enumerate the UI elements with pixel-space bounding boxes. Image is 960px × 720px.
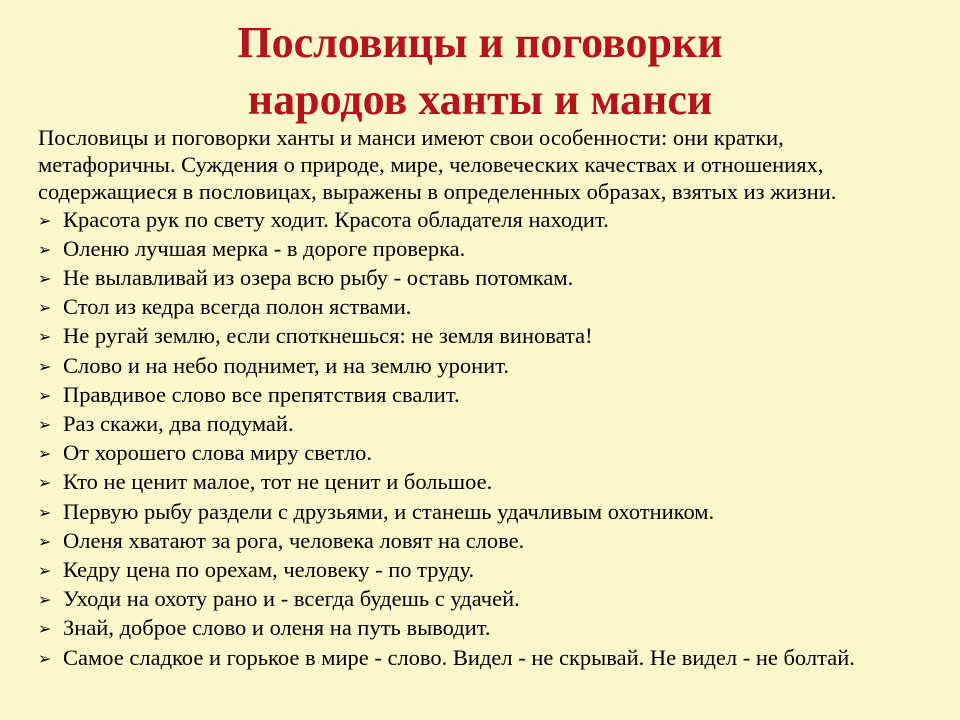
proverb-text: От хорошего слова миру светло. [63,440,373,466]
arrow-bullet-icon: ➢ [38,619,52,639]
arrow-bullet-icon: ➢ [38,648,52,668]
proverb-text: Кто не ценит малое, тот не ценит и большое. [63,469,493,495]
list-item [38,381,948,410]
list-item [38,468,948,497]
arrow-bullet-icon: ➢ [38,561,52,581]
arrow-bullet-icon: ➢ [38,531,52,551]
page-title [0,14,960,128]
intro-line: метафоричны. Суждения о природе, мире, человеческих качествах и отношениях, [38,152,824,178]
list-item [38,206,948,235]
slide-body [38,124,948,673]
list-item [38,410,948,439]
arrow-bullet-icon: ➢ [38,356,52,376]
proverb-text: Правдивое слово все препятствия свалит. [63,381,460,407]
list-item [38,322,948,351]
arrow-bullet-icon: ➢ [38,269,52,289]
proverb-text: Оленю лучшая мерка - в дороге проверка. [63,235,466,261]
intro-line: Пословицы и поговорки ханты и манси имеют свои особенности: они кратки, [38,125,784,150]
proverb-text: Знай, доброе слово и оленя на путь выводит. [63,615,491,641]
proverb-text: Первую рыбу раздели с друзьями, и станешь удачливым охотником. [63,498,715,524]
proverb-list [38,206,948,673]
intro-paragraph [38,124,948,206]
arrow-bullet-icon: ➢ [38,473,52,493]
arrow-bullet-icon: ➢ [38,415,52,435]
arrow-bullet-icon: ➢ [38,590,52,610]
list-item [38,498,948,527]
arrow-bullet-icon: ➢ [38,444,52,464]
proverb-text: Кедру цена по орехам, человеку - по труду. [63,557,475,583]
arrow-bullet-icon: ➢ [38,502,52,522]
list-item [38,614,948,643]
list-item [38,293,948,322]
proverb-text: Не вылавливай из озера всю рыбу - оставь потомкам. [63,265,574,291]
proverb-text: Уходи на охоту рано и - всегда будешь с удачей. [63,586,520,612]
intro-line: содержащиеся в пословицах, выражены в определенных образах, взятых из жизни. [38,179,837,205]
proverb-text: Слово и на небо поднимет, и на землю уронит. [63,352,509,378]
title-line-1: Пословицы и поговорки [237,18,723,67]
list-item [38,556,948,585]
proverb-text: Красота рук по свету ходит. Красота обладателя находит. [63,206,609,232]
arrow-bullet-icon: ➢ [38,385,52,405]
list-item [38,644,948,673]
proverb-text: Не ругай землю, если споткнешься: не земля виновата! [63,323,593,349]
arrow-bullet-icon: ➢ [38,210,52,230]
list-item [38,439,948,468]
arrow-bullet-icon: ➢ [38,298,52,318]
list-item [38,235,948,264]
list-item [38,264,948,293]
proverb-text: Оленя хватают за рога, человека ловят на слове. [63,527,525,553]
list-item [38,527,948,556]
proverb-text: Раз скажи, два подумай. [63,411,294,437]
list-item [38,352,948,381]
arrow-bullet-icon: ➢ [38,327,52,347]
proverb-text: Стол из кедра всегда полон яствами. [63,294,412,320]
arrow-bullet-icon: ➢ [38,239,52,259]
list-item [38,585,948,614]
proverb-text: Самое сладкое и горькое в мире - слово. Видел - не скрывай. Не видел - не болтай. [63,644,855,670]
title-line-2: народов ханты и манси [247,75,713,124]
